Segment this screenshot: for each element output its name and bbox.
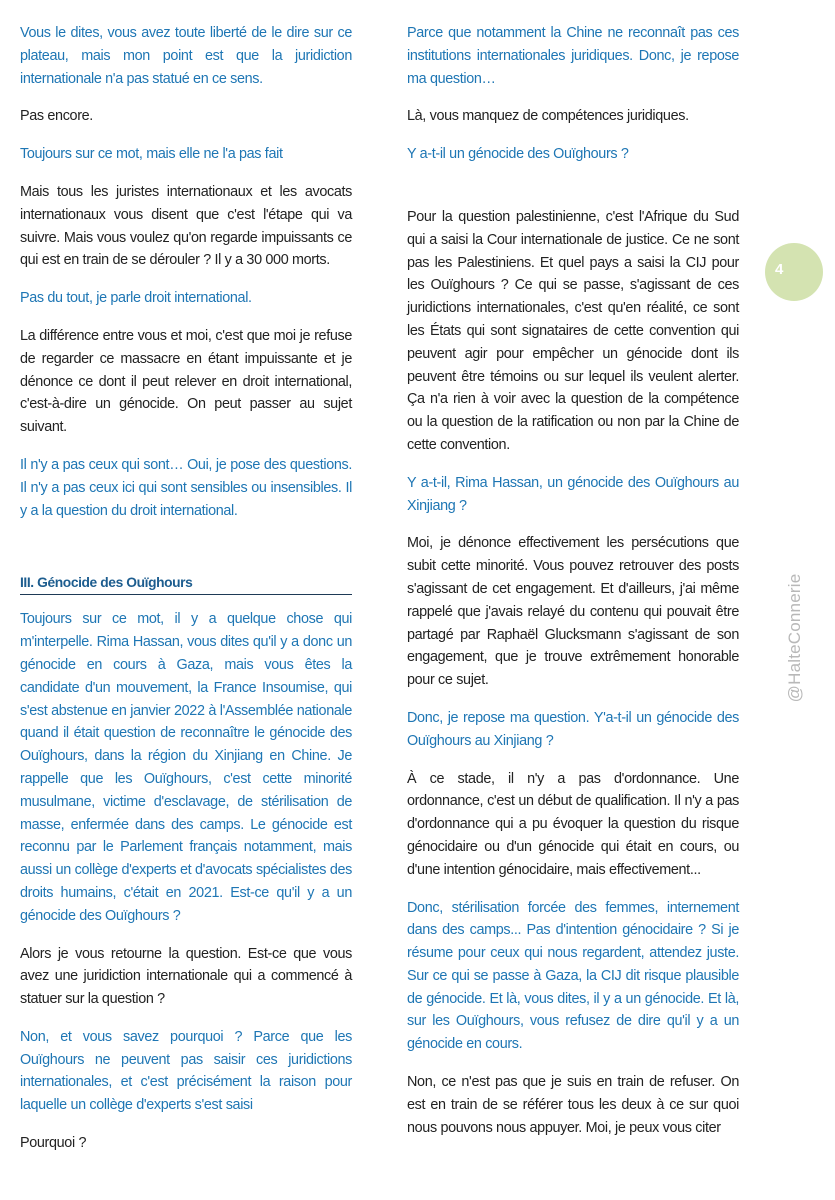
paragraph-question: Toujours sur ce mot, mais elle ne l'a pas fait (20, 146, 283, 163)
paragraph-answer: Pourquoi ? (20, 1135, 87, 1152)
paragraph-answer: Alors je vous retourne la question. Est-ce que vous avez une juridiction internationale qui a commencé à statuer sur la question ? (20, 945, 352, 1008)
section-gap (20, 537, 352, 575)
paragraph-question: Donc, je repose ma question. Y'a-t-il un génocide des Ouïghours au Xinjiang ? (407, 709, 739, 749)
paragraph-question: Donc, stérilisation forcée des femmes, internement dans des camps... Pas d'intention génocidaire ? Si je résume pour ceux qui nous regardent, attendez juste. Sur ce qui se passe à Gaza, la CIJ dit risque plausible de génocide. Et là, vous dites, il y a un génocide. Et là, sur les Ouïghours, vous refusez de dire qu'il y a un génocide en cours. (407, 899, 739, 1053)
paragraph-answer: La différence entre vous et moi, c'est que moi je refuse de regarder ce massacre en étant impuissante et je dénonce ce dont il peut relever en droit international, c'est-à-dire un génocide. On peut passer au sujet suivant. (20, 327, 352, 436)
paragraph-answer: Pas encore. (20, 108, 93, 125)
paragraph-answer: Moi, je dénonce effectivement les persécutions que subit cette minorité. Vous pouvez retrouver des posts s'agissant de cet engagement. Et d'ailleurs, j'ai même rappelé que j'avais relayé du contenu qui pouvait être partagé par Raphaël Glucksmann s'agissant de son engagement, que je trouve extrêmement honorable pour ce sujet. (407, 535, 739, 689)
paragraph-gap (407, 181, 739, 206)
right-column (407, 22, 739, 1154)
paragraph-question: Vous le dites, vous avez toute liberté de le dire sur ce plateau, mais mon point est que la juridiction internationale n'a pas statué en ce sens. (20, 25, 352, 87)
paragraph-question: Y a-t-il un génocide des Ouïghours ? (407, 146, 629, 163)
paragraph-question: Parce que notamment la Chine ne reconnaît pas ces institutions internationales juridiques. Donc, je repose ma question… (407, 25, 739, 87)
paragraph-question: Il n'y a pas ceux qui sont… Oui, je pose des questions. Il n'y a pas ceux ici qui sont sensibles ou insensibles. Il y a la question du droit international. (20, 456, 352, 519)
section-heading: III. Génocide des Ouïghours (20, 575, 352, 595)
watermark-handle: @HalteConnerie (785, 573, 804, 703)
paragraph-answer: Non, ce n'est pas que je suis en train de refuser. On est en train de se référer tous les deux à ce sur quoi nous pouvons nous appuyer. Moi, je peux vous citer (407, 1074, 739, 1136)
paragraph-question: Toujours sur ce mot, il y a quelque chose qui m'interpelle. Rima Hassan, vous dites qu'il y a donc un génocide en cours à Gaza, mais vous êtes la candidate d'un mouvement, la France Insoumise, qui s'est abstenue en janvier 2022 à l'Assemblée nationale quand il était question de reconnaître le génocide des Ouïghours, dans la région du Xinjiang en Chine. Je rappelle que les Ouïghours, c'est cette minorité musulmane, victime d'esclavage, de stérilisation de masse, enfermée dans des camps. Le génocide est reconnu par le Parlement français notamment, mais aussi un collège d'experts et d'avocats spécialistes des droits humains, c'était en 2021. Est-ce qu'il y a un génocide des Ouïghours ? (20, 611, 352, 924)
paragraph-answer: Mais tous les juristes internationaux et les avocats internationaux vous disent que c'est l'étape qui va suivre. Mais vous voulez qu'on regarde impuissants ce qui est en train de se dérouler ? Il y a 30 000 morts. (20, 183, 352, 269)
page-number-badge (765, 243, 823, 301)
paragraph-answer: À ce stade, il n'y a pas d'ordonnance. Une ordonnance, c'est un début de qualification. Il n'y a pas d'ordonnance qui a pu évoquer la question du risque génocidaire ou d'un génocide qui était en cours, ou d'une intention génocidaire, mais effectivement... (407, 770, 739, 878)
paragraph-answer: Là, vous manquez de compétences juridiques. (407, 108, 689, 125)
paragraph-question: Pas du tout, je parle droit international. (20, 290, 252, 307)
paragraph-answer: Pour la question palestinienne, c'est l'Afrique du Sud qui a saisi la Cour internationale de justice. Ce ne sont pas les Palestiniens. Et quel pays a saisi la CIJ pour les Ouïghours ? Ce qui se passe, s'agissant de ces juridictions internationales, c'est qu'en réalité, ce sont les États qui sont signataires de cette convention qui peuvent agir pour empêcher un génocide dont ils peuvent être témoins ou sur lequel ils veulent alerter. Ça n'a rien à voir avec la question de la compétence ou la question de la ratification ou non par la Chine de cette convention. (407, 208, 739, 453)
paragraph-question: Non, et vous savez pourquoi ? Parce que les Ouïghours ne peuvent pas saisir ces juridictions internationales, et c'est précisément la raison pour laquelle un collège d'experts s'est saisi (20, 1028, 352, 1114)
page-number: 4 (775, 261, 784, 278)
paragraph-question: Y a-t-il, Rima Hassan, un génocide des Ouïghours au Xinjiang ? (407, 474, 739, 514)
left-column (20, 22, 352, 1170)
